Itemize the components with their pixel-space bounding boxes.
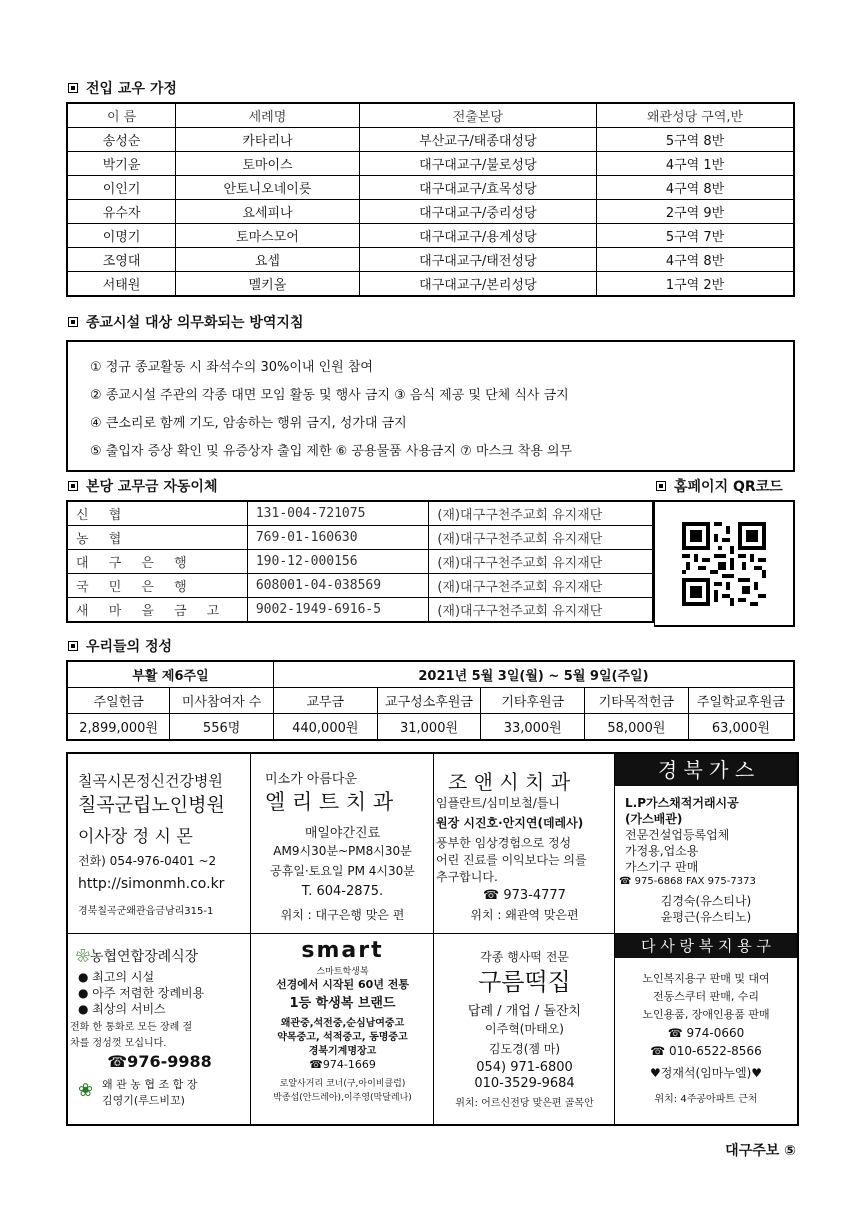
bank-name: 국 민 은 행 — [67, 574, 247, 598]
account-holder: (재)대구구천주교회 유지재단 — [429, 526, 653, 550]
table-row — [67, 248, 794, 272]
table-row — [67, 224, 794, 248]
section-title-guidelines: 종교시설 대상 의무화되는 방역지침 — [68, 312, 303, 332]
parish-cell: 대구대교구/태전성당 — [359, 248, 596, 272]
header-cell: 주일헌금 — [67, 688, 170, 714]
parish-cell: 대구대교구/용계성당 — [359, 224, 596, 248]
account-number[interactable]: 769-01-160630 — [247, 526, 428, 550]
name-cell: 송성순 — [67, 128, 176, 152]
qr-code-box — [654, 500, 795, 627]
header-cell: 교무금 — [273, 688, 377, 714]
square-bullet-icon — [68, 641, 78, 651]
value-cell: 556명 — [170, 714, 274, 741]
qr-code-icon[interactable] — [682, 522, 766, 606]
value-cell: 2,899,000원 — [67, 714, 170, 741]
district-cell: 5구역 7반 — [597, 224, 794, 248]
account-holder: (재)대구구천주교회 유지재단 — [429, 501, 653, 526]
district-cell: 4구역 8반 — [597, 176, 794, 200]
bank-name: 대 구 은 행 — [67, 550, 247, 574]
parish-cell: 대구대교구/효목성당 — [359, 176, 596, 200]
baptism-cell: 토마이스 — [176, 152, 359, 176]
header-cell: 전출본당 — [359, 103, 596, 128]
table-row — [67, 200, 794, 224]
table-row — [67, 176, 794, 200]
header-cell: 교구성소후원금 — [377, 688, 481, 714]
account-number[interactable]: 608001-04-038569 — [247, 574, 428, 598]
value-cell: 33,000원 — [481, 714, 585, 741]
district-cell: 2구역 9반 — [597, 200, 794, 224]
guideline-item: ② 종교시설 주관의 각종 대면 모임 활동 및 행사 금지 ③ 음식 제공 및 단체 식사 금지 — [90, 388, 569, 403]
offerings-table — [66, 660, 795, 741]
bank-name: 농 협 — [67, 526, 247, 550]
ad-cloud-ricecake: 각종 행사떡 전문 구름떡집 답례 / 개업 / 돌잔치 이주혁(마태오) 김도경(젬 마) 054) 971-6800 010-3529-9684 위치: 어르신전당 맞은편 골목안 — [434, 934, 615, 1124]
ad-joan-dental: 조 앤 시 치 과 임플란트/심미보철/틀니 원장 시진호·안지연(데레사) 풍부한 임상경험으로 정성 어린 진료를 이익보다는 의를 추구합니다. ☎ 973-4777 위치 : 왜관역 맞은편 — [434, 754, 615, 934]
header-cell: 왜관성당 구역,반 — [597, 103, 794, 128]
guideline-item: ⑤ 출입자 증상 확인 및 유증상자 출입 제한 ⑥ 공용물품 사용금지 ⑦ 마스크 착용 의무 — [90, 444, 573, 459]
account-number[interactable]: 131-004-721075 — [247, 501, 428, 526]
name-cell: 유수자 — [67, 200, 176, 224]
district-cell: 5구역 8반 — [597, 128, 794, 152]
ad-gyeongbuk-gas: 경 북 가 스 L.P가스채적거래시공 (가스배관) 전문건설업등록업체 가정용,업소용 가스기구 판매 ☎ 975-6868 FAX 975-7373 김경숙(유스티나) 윤평근(유스티노) — [615, 754, 797, 934]
header-cell: 이 름 — [67, 103, 176, 128]
ad-dasarang-welfare: 다 사 랑 복 지 용 구 노인복지용구 판매 및 대여 전동스쿠터 판매, 수리 노인용품, 장애인용품 판매 ☎ 974-0660 ☎ 010-6522-8566 ♥정재석(임마누엘)♥ 위치: 4주공아파트 근처 — [615, 934, 797, 1124]
bank-name: 새 마 을 금 고 — [67, 598, 247, 623]
table-row — [67, 550, 653, 574]
header-cell: 미사참여자 수 — [170, 688, 274, 714]
name-cell: 이명기 — [67, 224, 176, 248]
value-cell: 63,000원 — [688, 714, 794, 741]
table-header-row — [67, 661, 794, 688]
square-bullet-icon — [656, 481, 666, 491]
table-header-row — [67, 103, 794, 128]
table-row — [67, 152, 794, 176]
ad-simon-hospital: 칠곡시몬정신건강병원 칠곡군립노인병원 이사장 정 시 몬 전화) 054-976-0401 ~2 http://simonmh.co.kr 경북칠곡군왜관읍금남리315-1 — [68, 754, 251, 934]
table-row — [67, 501, 653, 526]
table-row — [67, 526, 653, 550]
header-cell: 기타목적헌금 — [585, 688, 689, 714]
table-header-row — [67, 688, 794, 714]
section-title-qr: 홈페이지 QR코드 — [656, 476, 783, 496]
name-cell: 이인기 — [67, 176, 176, 200]
table-row — [67, 574, 653, 598]
guideline-item: ① 정규 종교활동 시 좌석수의 30%이내 인원 참여 — [90, 360, 373, 375]
baptism-cell: 토마스모어 — [176, 224, 359, 248]
ad-smart-uniform: smart 스마트학생복 선경에서 시작된 60년 전통 1등 학생복 브랜드 왜관중,석전중,순심남여중고 약목중고, 석적중고, 동명중고 경북기계명장고 ☎974-1669 로얄사거리 코너(구,아이비클럽) 박종섭(안드레아),이주영(막달레나) — [251, 934, 434, 1124]
table-row — [67, 714, 794, 741]
ad-nonghyup-funeral: ❀농협연합장례식장 ● 최고의 시설 ● 아주 저렴한 장례비용 ● 최상의 서비스 전화 한 통화로 모든 장례 절 차를 정성껏 모십니다. ☎976-9988 ❀ 왜 관 농 협 조 합 장 김영기(루드비꼬) — [68, 934, 251, 1124]
header-cell: 주일학교후원금 — [688, 688, 794, 714]
baptism-cell: 카타리나 — [176, 128, 359, 152]
account-holder: (재)대구구천주교회 유지재단 — [429, 574, 653, 598]
hospital-website-link[interactable]: http://simonmh.co.kr — [78, 876, 225, 892]
new-families-table — [66, 102, 795, 297]
ad-elite-dental: 미소가 아름다운 엘 리 트 치 과 매일야간진료 AM9시30분~PM8시30분 공휴일·토요일 PM 4시30분 T. 604-2875. 위치 : 대구은행 맞은 편 — [251, 754, 434, 934]
header-cell: 세례명 — [176, 103, 359, 128]
period-label: 2021년 5월 3일(월) ~ 5월 9일(주일) — [273, 661, 794, 688]
section-title-offerings: 우리들의 정성 — [68, 636, 172, 656]
bank-name: 신 협 — [67, 501, 247, 526]
parish-cell: 대구대교구/불로성당 — [359, 152, 596, 176]
week-label: 부활 제6주일 — [67, 661, 273, 688]
name-cell: 조영대 — [67, 248, 176, 272]
guidelines-box — [66, 340, 795, 472]
square-bullet-icon — [68, 481, 78, 491]
account-holder: (재)대구구천주교회 유지재단 — [429, 550, 653, 574]
name-cell: 서태원 — [67, 272, 176, 297]
baptism-cell: 요세피나 — [176, 200, 359, 224]
leaf-logo-icon: ❀ — [76, 949, 90, 965]
name-cell: 박기윤 — [67, 152, 176, 176]
table-row — [67, 128, 794, 152]
district-cell: 4구역 8반 — [597, 248, 794, 272]
square-bullet-icon — [68, 317, 78, 327]
account-number[interactable]: 190-12-000156 — [247, 550, 428, 574]
page-footer: 대구주보 ⑤ — [725, 1143, 796, 1159]
section-title-dues: 본당 교무금 자동이체 — [68, 476, 217, 496]
value-cell: 58,000원 — [585, 714, 689, 741]
parish-cell: 대구대교구/중리성당 — [359, 200, 596, 224]
account-holder: (재)대구구천주교회 유지재단 — [429, 598, 653, 623]
square-bullet-icon — [68, 83, 78, 93]
parish-cell: 부산교구/태종대성당 — [359, 128, 596, 152]
district-cell: 1구역 2반 — [597, 272, 794, 297]
table-row — [67, 598, 653, 623]
section-title-new-families: 전입 교우 가정 — [68, 78, 177, 98]
header-cell: 기타후원금 — [481, 688, 585, 714]
bank-accounts-table — [66, 500, 654, 623]
value-cell: 31,000원 — [377, 714, 481, 741]
table-row — [67, 272, 794, 297]
baptism-cell: 멜키올 — [176, 272, 359, 297]
account-number[interactable]: 9002-1949-6916-5 — [247, 598, 428, 623]
district-cell: 4구역 1반 — [597, 152, 794, 176]
baptism-cell: 요셉 — [176, 248, 359, 272]
leaf-logo-icon: ❀ — [78, 1080, 94, 1101]
ads-section — [66, 752, 799, 1126]
parish-cell: 대구대교구/본리성당 — [359, 272, 596, 297]
baptism-cell: 안토니오네이릇 — [176, 176, 359, 200]
value-cell: 440,000원 — [273, 714, 377, 741]
guideline-item: ④ 큰소리로 함께 기도, 암송하는 행위 금지, 성가대 금지 — [90, 416, 407, 431]
